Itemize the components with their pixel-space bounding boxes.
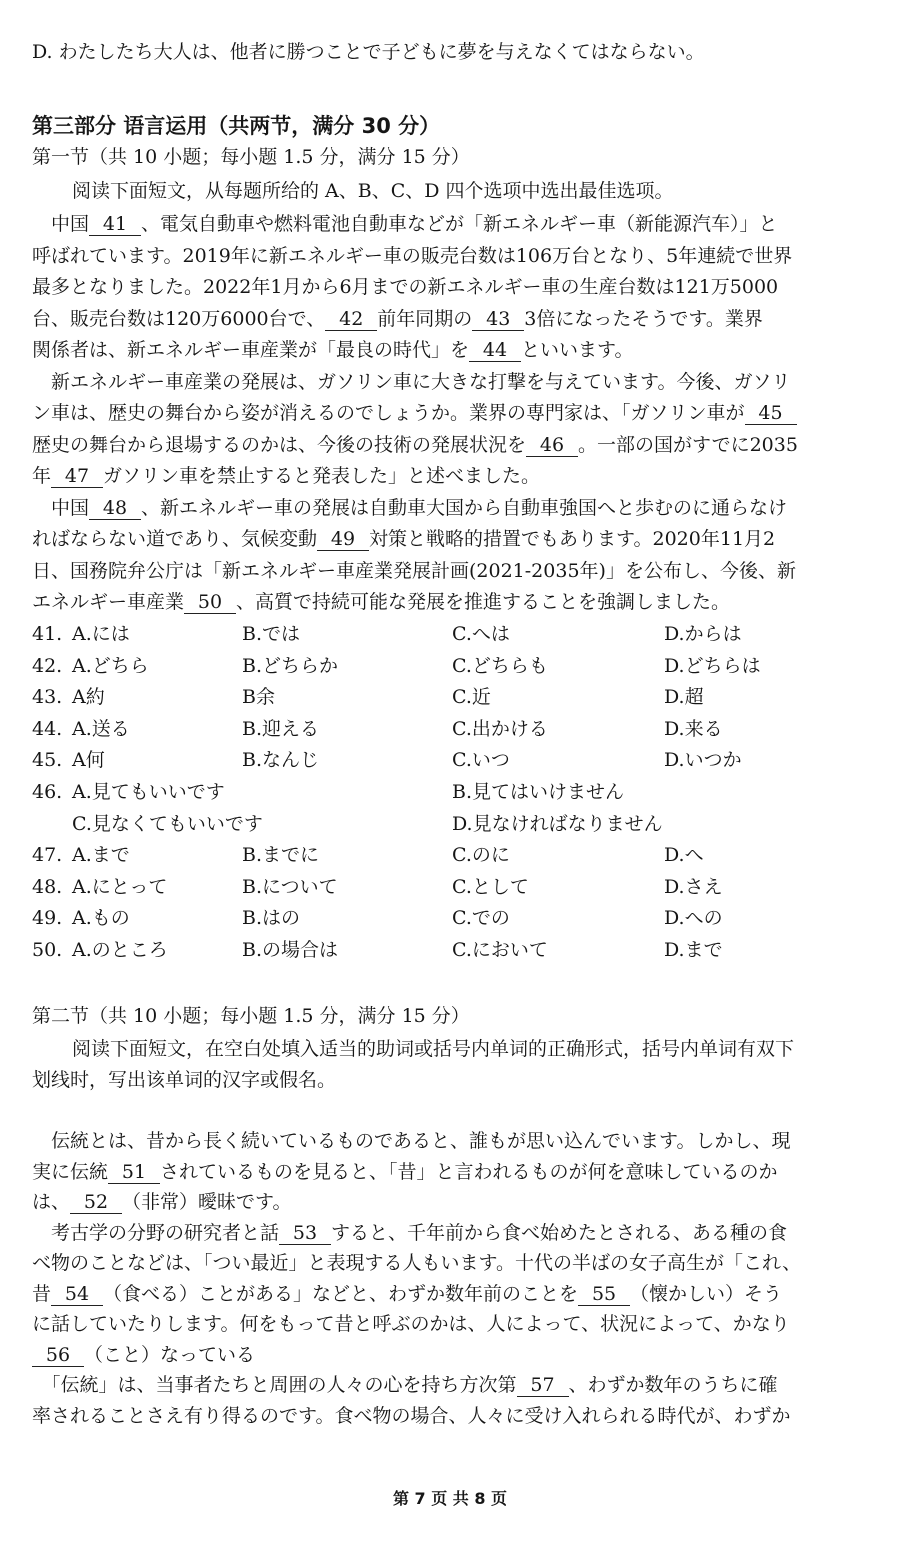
option-c[interactable]: C.出かける (452, 717, 548, 740)
passage1-line (32, 494, 868, 522)
passage2-text: されているものを見ると、「昔」と言われるものが何を意味しているのか (160, 1160, 778, 1183)
section1-instruction: 阅读下面短文，从每题所给的 A、B、C、D 四个选项中选出最佳选项。 (72, 180, 674, 202)
option-row (32, 810, 868, 838)
passage1-text: 対策と戦略的措置でもあります。2020年11月2 (369, 528, 776, 550)
passage1-text: ればならない道であり、気候変動 (32, 528, 318, 550)
passage1-line (32, 242, 868, 270)
option-b[interactable]: B.なんじ (242, 749, 320, 772)
option-c[interactable]: C.いつ (452, 749, 510, 772)
option-row (32, 746, 868, 774)
blank-57[interactable]: 57 (517, 1374, 569, 1397)
passage2-line (32, 1188, 868, 1216)
passage1-text: 新エネルギー車産業の発展は、ガソリン車に大きな打撃を与えています。今後、ガソリ (32, 370, 791, 393)
option-a[interactable]: A.には (72, 623, 130, 645)
option-c[interactable]: C.での (452, 907, 510, 930)
passage1-text: ガソリン車を禁止すると発表した」と述べました。 (103, 465, 541, 487)
option-a[interactable]: A.まで (72, 844, 130, 867)
passage2-line (32, 1402, 868, 1430)
option-b[interactable]: B.では (242, 623, 301, 645)
question-number: 41. (32, 623, 63, 645)
passage2-text: （食べる）ことがある」などと、わずか数年前のことを (103, 1282, 579, 1305)
passage1-line (32, 431, 868, 459)
blank-55[interactable]: 55 (578, 1283, 630, 1306)
passage1-text: ン車は、歴史の舞台から姿が消えるのでしょうか。業界の専門家は、「ガソリン車が (32, 402, 745, 424)
passage2-text: 率されることさえ有り得るのです。食べ物の場合、人々に受け入れられる時代が、わずか (32, 1404, 791, 1427)
option-d[interactable]: D.まで (664, 939, 723, 961)
option-a[interactable]: A.送る (72, 717, 130, 740)
passage2-line (32, 1280, 868, 1308)
passage1-line (32, 305, 868, 333)
passage1-text: 関係者は、新エネルギー車産業が「最良の時代」を (32, 339, 470, 361)
question-number: 45. (32, 749, 63, 772)
passage1-text: 、新エネルギー車の発展は自動車大国から自動車強国へと歩むのに通らなけ (141, 496, 788, 519)
passage2-line (32, 1219, 868, 1247)
option-row (32, 620, 868, 648)
option-c[interactable]: C.どちらも (452, 654, 548, 677)
option-d[interactable]: D.への (664, 907, 723, 930)
option-c[interactable]: C.として (452, 875, 529, 898)
blank-51[interactable]: 51 (108, 1161, 160, 1184)
passage1-text: 中国 (32, 496, 90, 519)
passage2-text: （こと）なっている (84, 1343, 256, 1366)
option-b[interactable]: B.までに (242, 844, 320, 867)
passage2-text: 「伝統」は、当事者たちと周囲の人々の心を持ち方次第 (32, 1374, 517, 1396)
option-b[interactable]: B.はの (242, 907, 301, 930)
passage2-text: すると、千年前から食べ始めたとされる、ある種の食 (331, 1221, 788, 1244)
option-c[interactable]: D.見なければなりません (452, 812, 663, 835)
question-number: 42. (32, 654, 63, 677)
blank-43[interactable]: 43 (472, 308, 524, 331)
page-footer: 第 7 页 共 8 页 (392, 1489, 508, 1508)
passage2-line (32, 1249, 868, 1277)
passage1-text: 中国 (32, 213, 90, 235)
option-row (32, 715, 868, 743)
option-row (32, 936, 868, 964)
option-d[interactable]: D.へ (664, 844, 704, 867)
option-a[interactable]: A約 (72, 686, 105, 709)
passage2-text: 実に伝統 (32, 1160, 109, 1183)
passage1-text: 歴史の舞台から退場するのかは、今後の技術の発展状況を (32, 433, 527, 456)
passage1-text: 最多となりました。2022年1月から6月までの新エネルギー車の生産台数は121万5000 (32, 276, 779, 298)
passage1-text: 、電気自動車や燃料電池自動車などが「新エネルギー車（新能源汽车）」と (141, 213, 778, 235)
blank-53[interactable]: 53 (279, 1222, 331, 1245)
option-a[interactable]: A.もの (72, 907, 130, 930)
part3-title: 第三部分 语言运用（共两节，满分 30 分） (32, 114, 441, 138)
option-d[interactable]: D.さえ (664, 875, 723, 898)
passage1-text: 、高質で持続可能な発展を推進することを強調しました。 (236, 591, 731, 613)
passage1-line (32, 525, 868, 553)
option-d-line: D. わたしたち大人は、他者に勝つことで子どもに夢を与えなくてはならない。 (32, 41, 705, 63)
passage2-text: 考古学の分野の研究者と話 (32, 1221, 280, 1244)
option-a[interactable]: A.にとって (72, 875, 168, 898)
question-number: 47. (32, 844, 63, 867)
option-c[interactable]: C.へは (452, 623, 510, 645)
option-b[interactable]: B余 (242, 686, 275, 709)
blank-50[interactable]: 50 (184, 591, 236, 614)
option-b[interactable]: B.について (242, 875, 338, 898)
passage2-line (32, 1158, 868, 1186)
passage2-text: は、 (32, 1191, 71, 1213)
passage2-line (32, 1310, 868, 1338)
blank-48[interactable]: 48 (89, 497, 141, 520)
passage1-line (32, 588, 868, 616)
passage1-text: エネルギー車産業 (32, 591, 185, 613)
passage2-text: （非常）曖昧です。 (122, 1191, 292, 1213)
blank-47[interactable]: 47 (51, 465, 103, 488)
blank-54[interactable]: 54 (51, 1283, 103, 1306)
option-c[interactable]: C.近 (452, 686, 491, 709)
passage2-line (32, 1371, 868, 1399)
section2-instruction-1: 阅读下面短文，在空白处填入适当的助词或括号内单词的正确形式，括号内单词有双下 (72, 1038, 795, 1060)
section2-title: 第二节（共 10 小题；每小题 1.5 分，满分 15 分） (32, 1005, 470, 1027)
blank-49[interactable]: 49 (317, 528, 369, 551)
option-row (32, 873, 868, 901)
passage1-line (32, 462, 868, 490)
option-b[interactable]: B.迎える (242, 717, 320, 740)
passage1-text: 年 (32, 465, 52, 487)
blank-56[interactable]: 56 (32, 1344, 84, 1367)
question-number: 43. (32, 686, 63, 709)
blank-44[interactable]: 44 (469, 339, 521, 362)
option-d[interactable]: D.超 (664, 686, 704, 709)
passage1-text: 台、販売台数は120万6000台で、 (32, 307, 326, 330)
passage1-line (32, 557, 868, 585)
blank-46[interactable]: 46 (526, 434, 578, 457)
blank-41[interactable]: 41 (89, 213, 141, 236)
section2-instruction-2: 划线时，写出该单词的汉字或假名。 (32, 1069, 337, 1091)
passage1-text: 3倍になったそうです。業界 (524, 307, 763, 330)
question-number: 49. (32, 907, 63, 930)
option-d[interactable]: D.からは (664, 623, 742, 645)
passage1-text: といいます。 (521, 339, 634, 361)
passage2-line (32, 1341, 868, 1369)
passage1-text: 。一部の国がすでに2035 (578, 433, 798, 456)
option-row (32, 841, 868, 869)
option-c[interactable]: C.において (452, 939, 548, 961)
option-c[interactable]: B.見てはいけません (452, 781, 625, 803)
question-number: 50. (32, 939, 63, 961)
passage2-text: 、わずか数年のうちに確 (568, 1374, 778, 1396)
passage2-text: 伝統とは、昔から長く続いているものであると、誰もが思い込んでいます。しかし、現 (32, 1130, 791, 1152)
blank-52[interactable]: 52 (70, 1191, 122, 1214)
passage1-text: 前年同期の (377, 307, 473, 330)
option-d[interactable]: D.来る (664, 717, 723, 740)
option-a[interactable]: A.見てもいいです (72, 781, 225, 803)
passage1-line (32, 368, 868, 396)
passage2-text: べ物のことなどは、「つい最近」と表現する人もいます。十代の半ばの女子高生が「これ、 (32, 1252, 802, 1274)
option-row (32, 652, 868, 680)
passage1-text: 日、国務院弁公庁は「新エネルギー車産業発展計画(2021-2035年)」を公布し、今後、新 (32, 559, 796, 582)
question-number: 48. (32, 875, 63, 898)
section1-title: 第一节（共 10 小题；每小题 1.5 分，满分 15 分） (32, 146, 470, 168)
option-b[interactable]: B.どちらか (242, 654, 339, 677)
option-row (32, 778, 868, 806)
option-a[interactable]: A何 (72, 749, 105, 772)
passage2-text: （懐かしい）そう (630, 1282, 783, 1305)
passage1-line (32, 336, 868, 364)
question-number: 44. (32, 717, 63, 740)
blank-42[interactable]: 42 (325, 308, 377, 331)
option-a[interactable]: A.どちら (72, 654, 149, 677)
passage2-text: 昔 (32, 1282, 52, 1305)
option-c[interactable]: C.のに (452, 844, 510, 867)
passage2-line (32, 1127, 868, 1155)
passage1-line (32, 399, 868, 427)
option-d[interactable]: D.どちらは (664, 654, 761, 677)
passage1-line (32, 273, 868, 301)
passage1-text: 呼ばれています。2019年に新エネルギー車の販売台数は106万台となり、5年連続で世界 (32, 244, 793, 267)
blank-45[interactable]: 45 (745, 402, 797, 425)
option-b[interactable]: B.の場合は (242, 939, 339, 961)
option-row (32, 683, 868, 711)
question-number: 46. (32, 781, 63, 803)
passage1-line (32, 210, 868, 238)
passage2-text: に話していたりします。何をもって昔と呼ぶのかは、人によって、状況によって、かなり (32, 1313, 790, 1335)
option-d[interactable]: D.いつか (664, 749, 742, 772)
option-a[interactable]: A.のところ (72, 939, 168, 961)
option-row (32, 904, 868, 932)
option-a[interactable]: C.見なくてもいいです (72, 812, 263, 835)
